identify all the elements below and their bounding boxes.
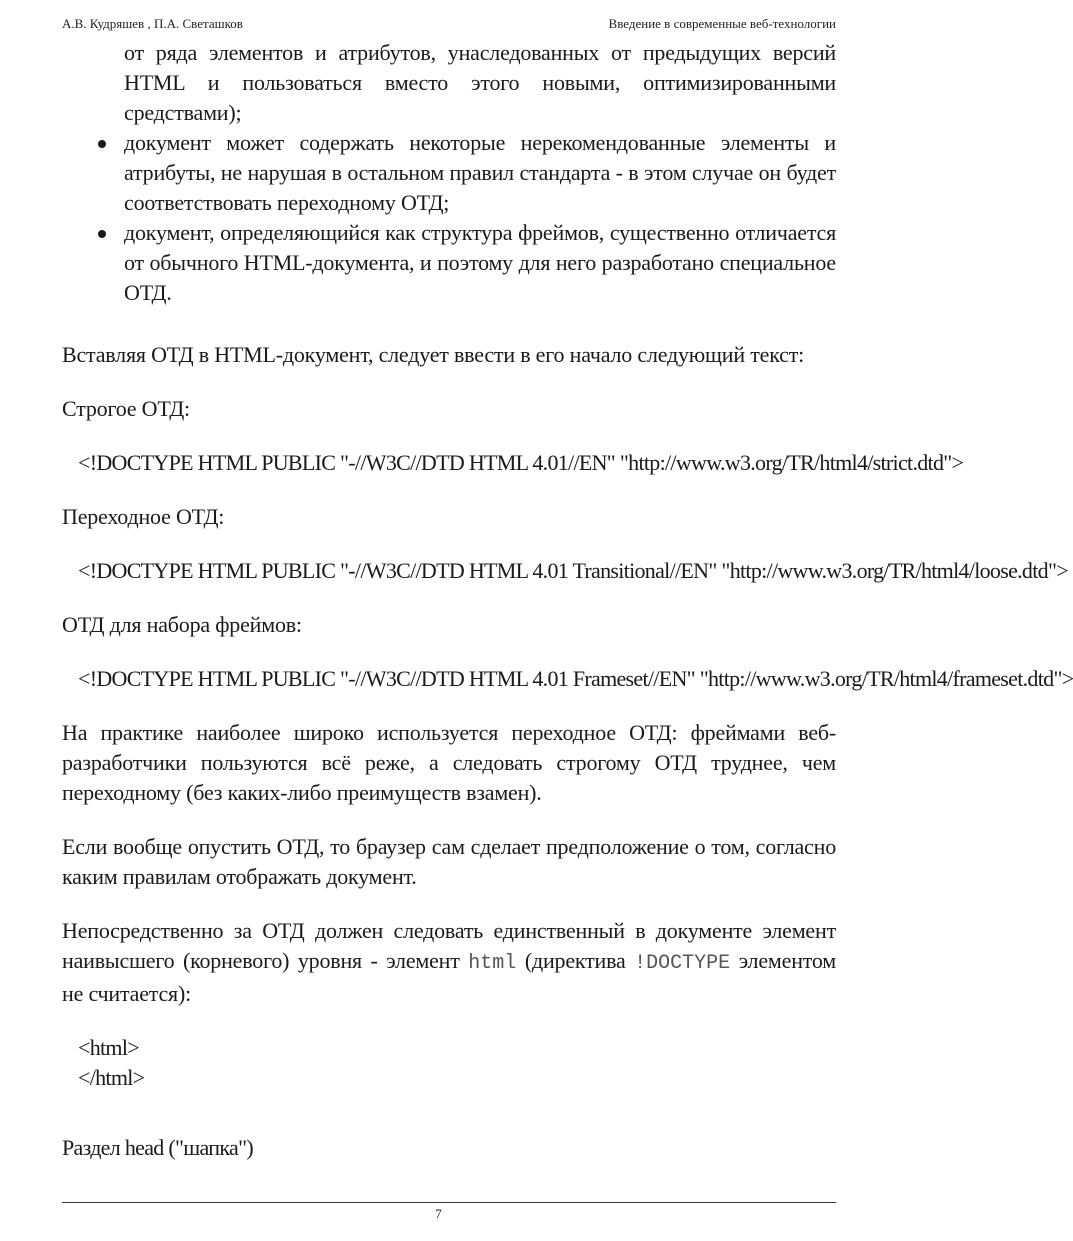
footer-divider — [62, 1202, 836, 1203]
root-text-middle: (директива — [516, 948, 635, 973]
root-text-after: элементом не считается): — [62, 948, 836, 1006]
strict-dtd-code: <!DOCTYPE HTML PUBLIC "-//W3C//DTD HTML 4.01//EN" "http://www.w3.org/TR/html4/strict.dtd"> — [78, 450, 964, 475]
frameset-dtd-code: <!DOCTYPE HTML PUBLIC "-//W3C//DTD HTML 4.01 Frameset//EN" "http://www.w3.org/TR/html4/frameset.dtd"> — [78, 666, 1073, 691]
omit-dtd-paragraph: Если вообще опустить ОТД, то браузер сам сделает предположение о том, согласно каким правилам отображать документ. — [62, 834, 836, 889]
header-authors: А.В. Кудряшев , П.А. Светашков — [62, 16, 243, 31]
list-item — [62, 218, 836, 308]
bullet-icon — [98, 230, 106, 238]
section-heading: Раздел head ("шапка") — [62, 1135, 253, 1160]
running-header — [62, 16, 836, 36]
code-line-close: </html> — [78, 1065, 145, 1090]
header-book-title: Введение в современные веб-технологии — [608, 16, 836, 31]
inline-code-doctype: !DOCTYPE — [634, 952, 731, 975]
root-text-before: Непосредственно за ОТД должен следовать единственный в документе элемент наивысшего (корневого) уровня - элемент — [62, 918, 836, 973]
bullet-list — [62, 38, 836, 308]
practice-paragraph: На практике наиболее широко используется переходное ОТД: фреймами веб-разработчики пользуются всё реже, а следовать строгому ОТД труднее, чем переходному (без каких-либо преимуществ взамен). — [62, 720, 836, 805]
root-element-paragraph — [62, 916, 836, 1009]
list-item-text: документ может содержать некоторые нерекомендованные элементы и атрибуты, не нарушая в остальном правил стандарта - в этом случае он будет соответствовать переходному ОТД; — [124, 130, 836, 215]
bullet-icon — [98, 140, 106, 148]
page-number: 7 — [435, 1206, 442, 1221]
list-item-text: документ, определяющийся как структура фреймов, существенно отличается от обычного HTML-документа, и поэтому для него разработано специальное ОТД. — [124, 220, 836, 305]
transitional-dtd-label: Переходное ОТД: — [62, 504, 225, 529]
strict-dtd-label: Строгое ОТД: — [62, 396, 190, 421]
code-example — [62, 1033, 836, 1093]
intro-paragraph: Вставляя ОТД в HTML-документ, следует ввести в его начало следующий текст: — [62, 342, 805, 367]
list-item-text: от ряда элементов и атрибутов, унаследованных от предыдущих версий HTML и пользоваться вместо этого новыми, оптимизированными средствами); — [124, 40, 836, 125]
list-item — [62, 128, 836, 218]
code-line-open: <html> — [78, 1035, 139, 1060]
list-item-continued — [62, 38, 836, 128]
page-content — [62, 38, 1073, 1163]
transitional-dtd-code: <!DOCTYPE HTML PUBLIC "-//W3C//DTD HTML 4.01 Transitional//EN" "http://www.w3.org/TR/html4/loose.dtd"> — [78, 558, 1068, 583]
inline-code-html: html — [468, 952, 517, 975]
frameset-dtd-label: ОТД для набора фреймов: — [62, 612, 302, 637]
